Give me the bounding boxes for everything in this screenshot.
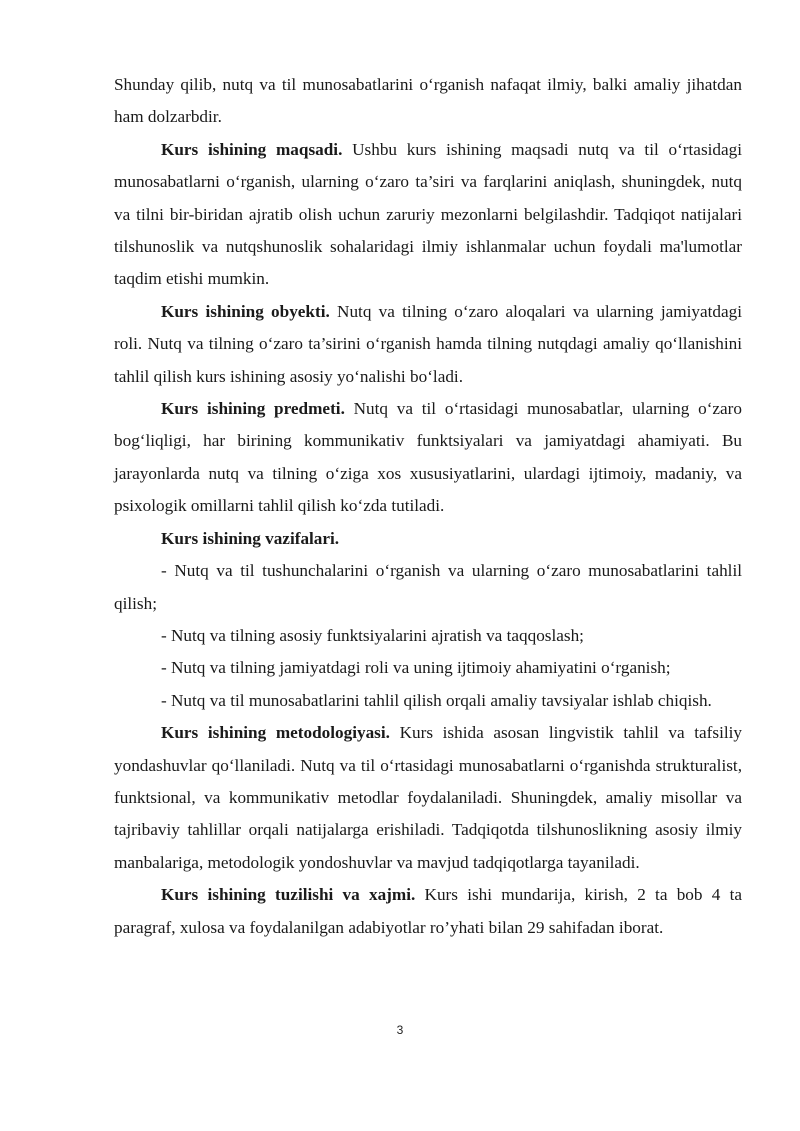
section-heading-structure: Kurs ishining tuzilishi va xajmi. bbox=[161, 885, 416, 905]
paragraph-tasks-heading bbox=[114, 523, 742, 555]
task-item: - Nutq va til tushunchalarini o‘rganish va ularning o‘zaro munosabatlarini tahlil qilish; bbox=[114, 561, 742, 613]
paragraph-methodology bbox=[114, 717, 742, 879]
paragraph-subject bbox=[114, 393, 742, 523]
paragraph-text: Kurs ishi mundarija, kirish, 2 ta bob 4 ta paragraf, xulosa va foydalanilgan adabiyotlar ro’yhati bilan 29 sahifadan iborat. bbox=[114, 885, 742, 937]
paragraph-text: Ushbu kurs ishining maqsadi nutq va til o‘rtasidagi munosabatlarni o‘rganish, ularning o‘zaro ta’siri va farqlarini aniqlash, shuningdek, nutq va tilni bir-biridan ajratib olish uchun zaruriy mezonlarni belgilashdir. Tadqiqot natijalari tilshunoslik va nutqshunoslik sohalaridagi ilmiy ishlanmalar uchun foydali ma'lumotlar taqdim etishi mumkin. bbox=[114, 139, 742, 289]
paragraph-purpose bbox=[114, 134, 742, 296]
paragraph-conclusion bbox=[114, 69, 742, 134]
paragraph-structure bbox=[114, 879, 742, 944]
section-heading-object: Kurs ishining obyekti. bbox=[161, 301, 330, 321]
task-item: - Nutq va til munosabatlarini tahlil qilish orqali amaliy tavsiyalar ishlab chiqish. bbox=[161, 690, 712, 710]
section-heading-tasks: Kurs ishining vazifalari. bbox=[161, 528, 340, 548]
section-heading-methodology: Kurs ishining metodologiyasi. bbox=[161, 723, 390, 743]
section-heading-purpose: Kurs ishining maqsadi. bbox=[161, 139, 343, 159]
paragraph-text: Kurs ishida asosan lingvistik tahlil va tafsiliy yondashuvlar qo‘llaniladi. Nutq va til o‘rtasidagi munosabatlarni o‘rganishda strukturalist, funktsional, va kommunikativ metodlar foydalaniladi. Shuningdek, amaliy misollar va tajribaviy tahlillar orqali natijalarga erishiladi. Tadqiqotda tilshunoslikning asosiy ilmiy manbalariga, metodologik yondoshuvlar va mavjud tadqiqotlarga tayaniladi. bbox=[114, 723, 742, 872]
page-number: 3 bbox=[396, 1023, 404, 1037]
paragraph-text: Shunday qilib, nutq va til munosabatlarini o‘rganish nafaqat ilmiy, balki amaliy jihatdan ham dolzarbdir. bbox=[114, 75, 742, 127]
paragraph-text: Nutq va tilning o‘zaro aloqalari va ularning jamiyatdagi roli. Nutq va tilning o‘zaro ta’sirini o‘rganish hamda tilning nutqdagi amaliy qo‘llanishini tahlil qilish kurs ishining asosiy yo‘nalishi bo‘ladi. bbox=[114, 301, 742, 386]
document-body bbox=[114, 69, 742, 944]
paragraph-object bbox=[114, 296, 742, 393]
task-item: - Nutq va tilning asosiy funktsiyalarini ajratish va taqqoslash; bbox=[161, 625, 584, 645]
section-heading-subject: Kurs ishining predmeti. bbox=[161, 399, 345, 419]
task-item: - Nutq va tilning jamiyatdagi roli va uning ijtimoiy ahamiyatini o‘rganish; bbox=[161, 658, 671, 678]
paragraph-text: Nutq va til o‘rtasidagi munosabatlar, ularning o‘zaro bog‘liqligi, har birining kommunikativ funktsiyalari va jamiyatdagi ahamiyati. Bu jarayonlarda nutq va tilning o‘ziga xos xususiyatlarini, ulardagi ijtimoiy, madaniy, va psixologik omillarni tahlil qilish ko‘zda tutiladi. bbox=[114, 399, 743, 516]
